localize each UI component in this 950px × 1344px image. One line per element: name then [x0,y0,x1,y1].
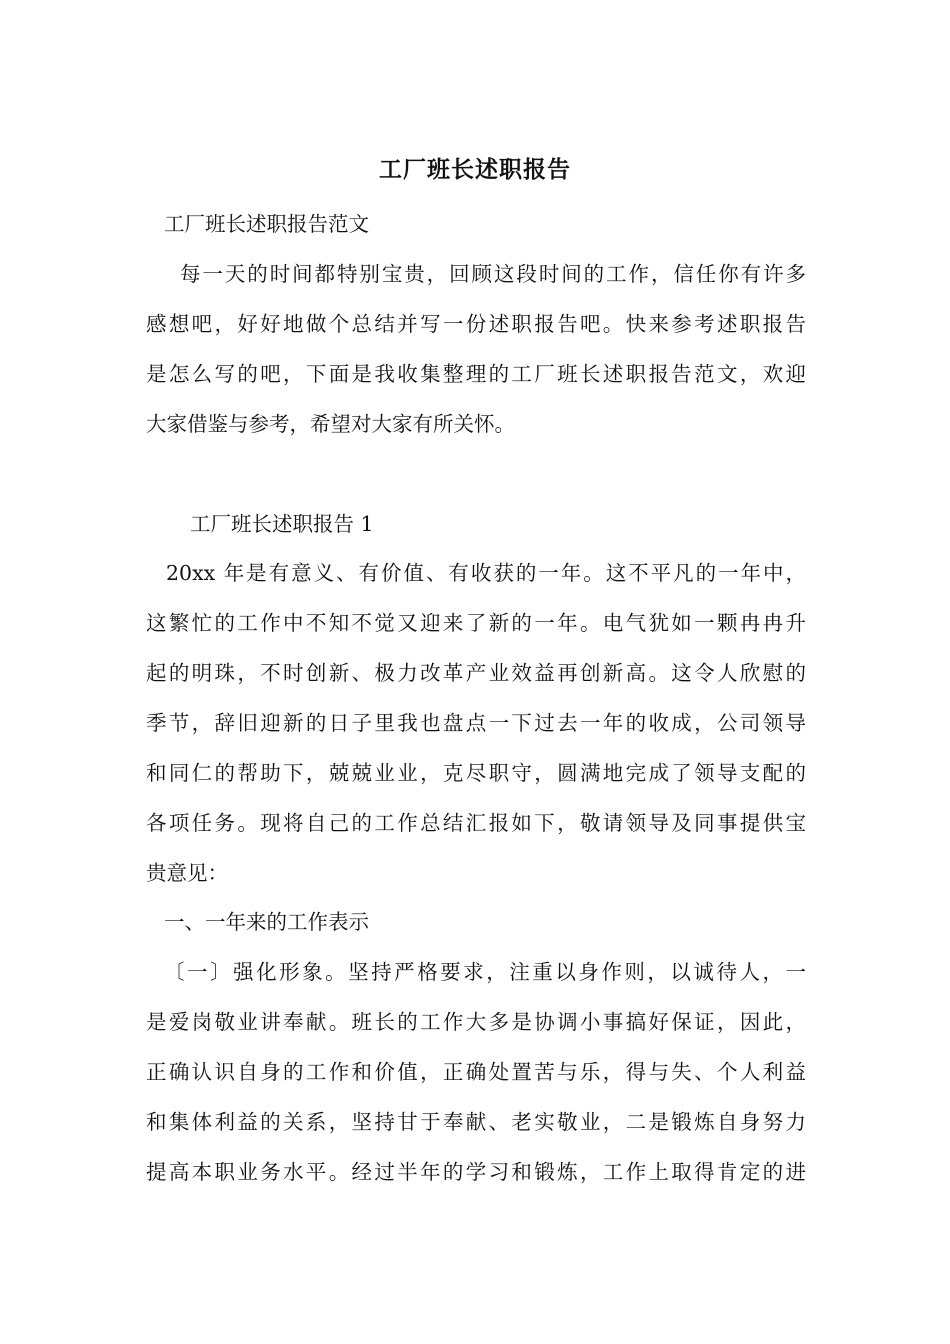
document-title: 工厂班长述职报告 [379,156,571,183]
intro-line: 大家借鉴与参考，希望对大家有所关怀。 [146,412,515,436]
intro-line: 是怎么写的吧，下面是我收集整理的工厂班长述职报告范文，欢迎 [146,362,806,386]
paragraph-line: 季节，辞旧迎新的日子里我也盘点一下过去一年的收成，公司领导 [146,711,806,735]
paragraph-line: 提高本职业务水平。经过半年的学习和锻炼，工作上取得肯定的进 [146,1160,806,1184]
paragraph-line: 是爱岗敬业讲奉献。班长的工作大多是协调小事搞好保证，因此， [146,1010,806,1034]
sub-heading: 一、一年来的工作表示 [164,910,369,934]
paragraph-line: 和集体利益的关系，坚持甘于奉献、老实敬业，二是锻炼自身努力 [146,1110,806,1134]
paragraph-line: 正确认识自身的工作和价值，正确处置苦与乐，得与失、个人利益 [146,1060,806,1084]
intro-line: 每一天的时间都特别宝贵，回顾这段时间的工作，信任你有许多 [180,262,806,286]
paragraph-line: 和同仁的帮助下，兢兢业业，克尽职守，圆满地完成了领导支配的 [146,761,806,785]
section-heading: 工厂班长述职报告 1 [190,512,374,536]
paragraph-line: 贵意见： [146,861,228,885]
paragraph-line: 〔一〕强化形象。坚持严格要求，注重以身作则，以诚待人，一 [164,960,806,984]
paragraph-line: 各项任务。现将自己的工作总结汇报如下，敬请领导及同事提供宝 [146,811,806,835]
intro-line: 感想吧，好好地做个总结并写一份述职报告吧。快来参考述职报告 [146,312,806,336]
paragraph-line: 起的明珠，不时创新、极力改革产业效益再创新高。这令人欣慰的 [146,661,806,685]
document-subtitle: 工厂班长述职报告范文 [164,212,369,236]
paragraph-line: 这繁忙的工作中不知不觉又迎来了新的一年。电气犹如一颗冉冉升 [146,611,806,635]
paragraph-line: 20xx 年是有意义、有价值、有收获的一年。这不平凡的一年中， [166,561,806,585]
